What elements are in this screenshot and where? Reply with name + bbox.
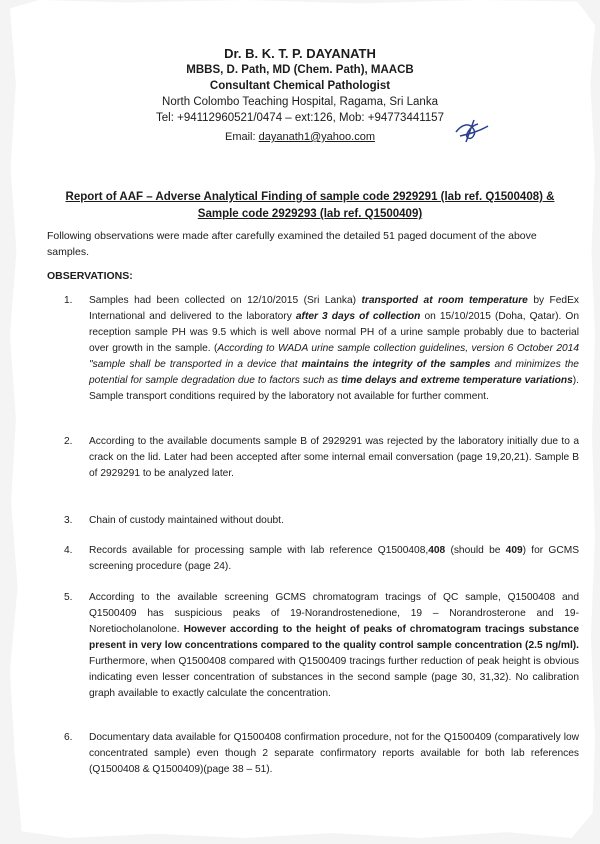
observation-text: According to the available documents sample B of 2929291 was rejected by the laboratory initially due to a crack on the lid. Later had been accepted after some internal email conversation (page 19,20,21). Sample B of 2929291 to be analyzed later. — [89, 436, 579, 479]
author-name: Dr. B. K. T. P. DAYANATH — [224, 46, 376, 61]
institution: North Colombo Teaching Hospital, Ragama, Sri Lanka — [162, 96, 438, 108]
author-qualifications: MBBS, D. Path, MD (Chem. Path), MAACB — [186, 64, 414, 76]
observation-text: Chain of custody maintained without doubt. — [89, 515, 284, 526]
email-label: Email: — [225, 131, 259, 143]
observation-1 — [64, 293, 579, 423]
letterhead — [0, 46, 600, 126]
report-title-line1: Report of AAF – Adverse Analytical Finding of sample code 2929291 (lab ref. Q1500408) & — [65, 191, 555, 203]
email-link[interactable]: dayanath1@yahoo.com — [258, 131, 375, 143]
observation-3 — [64, 513, 574, 531]
observation-text: According to the available screening GCMS chromatogram tracings of QC sample, Q1500408 and Q1500409 has suspicious peaks of 19-Norandrostenedione, 19 – Norandrosterone and 19-Noretiocholanolone. However according to the height of peaks of chromatogram tracings substance present in very low concentrations compared to the quality control sample concentration (2.5 ng/ml). Furthermore, when Q1500408 compared with Q1500409 tracings further reduction of peak height is obvious indicating even lesser concentration of substances in the second sample (page 30, 31,32). No calibration graph available to exactly calculate the concentration. — [89, 592, 580, 699]
handwritten-signature — [452, 116, 492, 146]
observation-5 — [64, 590, 580, 710]
observation-number: 4. — [64, 545, 73, 556]
observation-2 — [64, 434, 579, 484]
observation-number: 6. — [64, 732, 73, 743]
observation-text: Documentary data available for Q1500408 confirmation procedure, not for the Q1500409 (comparatively low concentrated sample) even though 2 separate confirmatory reports available for both lab references (Q1500408 & Q1500409)(page 38 – 51). — [89, 732, 579, 775]
email-line — [0, 131, 600, 143]
observation-number: 5. — [64, 592, 73, 603]
intro-paragraph: Following observations were made after carefully examined the detailed 51 paged document of the above samples. — [47, 230, 537, 258]
observation-text: Samples had been collected on 12/10/2015 (Sri Lanka) transported at room temperature by FedEx International and delivered to the laboratory after 3 days of collection on 15/10/2015 (Doha, Qatar). On reception sample PH was 9.5 which is well above normal PH of a urine sample probably due to bacterial over growth in the sample. (According to WADA urine sample collection guidelines, version 6 October 2014 "sample shall be transported in a device that maintains the integrity of the samples and minimizes the potential for sample degradation due to factors such as time delays and extreme temperature variations). Sample transport conditions required by the laboratory not available for further comment. — [89, 295, 579, 402]
report-title — [40, 189, 580, 223]
observation-4 — [64, 543, 579, 577]
observation-number: 3. — [64, 515, 73, 526]
observation-6 — [64, 730, 579, 780]
observations-heading: OBSERVATIONS: — [47, 270, 133, 282]
observation-number: 2. — [64, 436, 73, 447]
author-role: Consultant Chemical Pathologist — [209, 80, 391, 92]
report-title-line2: Sample code 2929293 (lab ref. Q1500409) — [197, 208, 423, 220]
phone-line: Tel: +94112960521/0474 – ext:126, Mob: +94773441157 — [156, 112, 444, 124]
observation-text: Records available for processing sample with lab reference Q1500408,408 (should be 409) for GCMS screening procedure (page 24). — [89, 545, 579, 572]
observation-number: 1. — [64, 295, 73, 306]
